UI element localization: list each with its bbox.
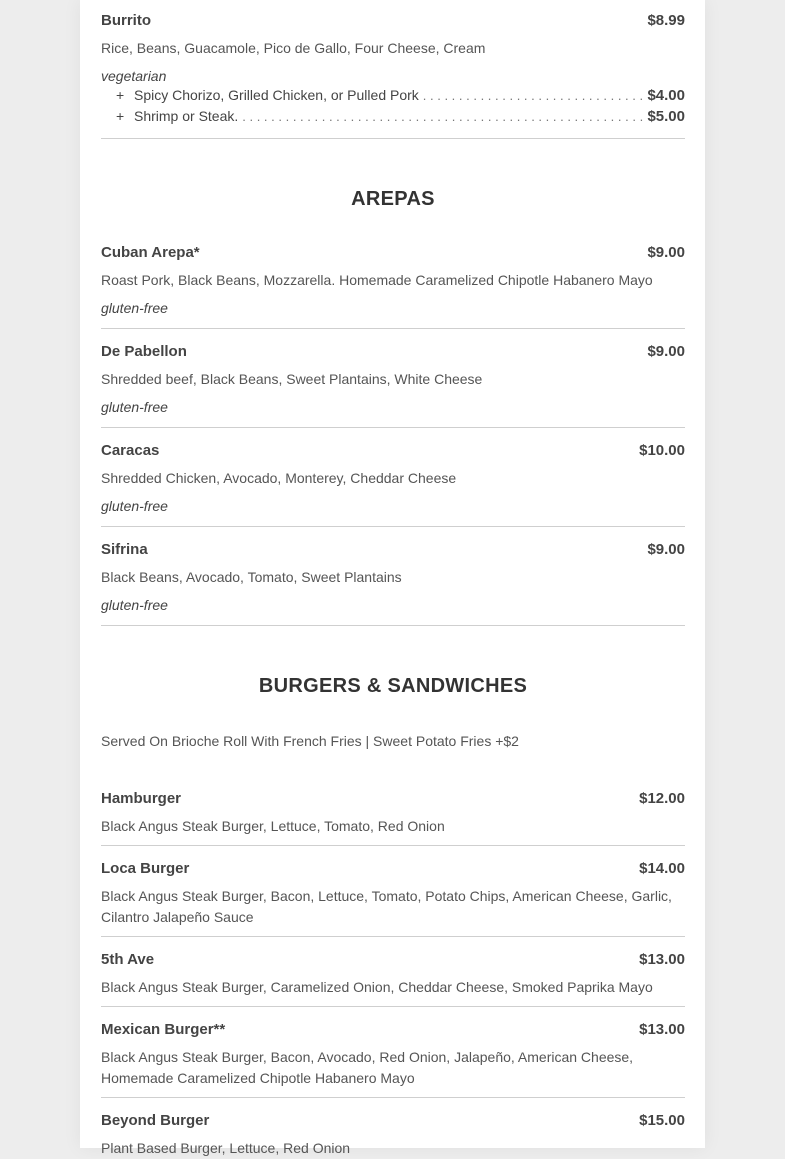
item-price: $9.00 bbox=[647, 541, 685, 558]
section-title-burgers: BURGERS & SANDWICHES bbox=[258, 675, 528, 697]
divider bbox=[101, 625, 685, 626]
divider bbox=[101, 328, 685, 329]
dot-leader bbox=[242, 106, 645, 127]
divider bbox=[101, 526, 685, 527]
addon-label: Shrimp or Steak. bbox=[134, 106, 242, 127]
item-price: $12.00 bbox=[639, 790, 685, 807]
addon-price: $5.00 bbox=[647, 108, 685, 125]
menu-item bbox=[101, 790, 685, 837]
item-description: Rice, Beans, Guacamole, Pico de Gallo, Four Cheese, Cream bbox=[101, 40, 486, 56]
item-name: 5th Ave bbox=[101, 951, 155, 968]
item-tag: gluten-free bbox=[101, 597, 168, 613]
item-name: Loca Burger bbox=[101, 860, 190, 877]
item-price: $13.00 bbox=[639, 951, 685, 968]
divider bbox=[101, 1097, 685, 1098]
item-price: $15.00 bbox=[639, 1112, 685, 1129]
item-name: Caracas bbox=[101, 442, 160, 459]
plus-icon: + bbox=[116, 108, 125, 124]
item-name: Beyond Burger bbox=[101, 1112, 210, 1129]
item-name: Mexican Burger** bbox=[101, 1021, 226, 1038]
dot-leader bbox=[423, 85, 646, 106]
item-name: De Pabellon bbox=[101, 343, 187, 360]
item-description: Roast Pork, Black Beans, Mozzarella. Homemade Caramelized Chipotle Habanero Mayo bbox=[101, 272, 653, 288]
item-name: Cuban Arepa* bbox=[101, 244, 200, 261]
menu-item bbox=[101, 244, 685, 317]
menu-item bbox=[101, 1021, 685, 1089]
item-price: $14.00 bbox=[639, 860, 685, 877]
item-name: Burrito bbox=[101, 12, 151, 29]
item-name: Sifrina bbox=[101, 541, 148, 558]
item-tag: gluten-free bbox=[101, 300, 168, 316]
item-description: Black Beans, Avocado, Tomato, Sweet Plantains bbox=[101, 569, 402, 585]
menu-item bbox=[101, 442, 685, 515]
menu-item bbox=[101, 1112, 685, 1159]
item-description: Black Angus Steak Burger, Bacon, Avocado, Red Onion, Jalapeño, American Cheese, Homemade Caramelized Chipotle Habanero Mayo bbox=[101, 1049, 634, 1086]
divider bbox=[101, 427, 685, 428]
item-price: $9.00 bbox=[647, 244, 685, 261]
menu-item bbox=[101, 951, 685, 998]
item-description: Plant Based Burger, Lettuce, Red Onion bbox=[101, 1140, 351, 1156]
item-description: Shredded beef, Black Beans, Sweet Plantains, White Cheese bbox=[101, 371, 483, 387]
divider bbox=[101, 1006, 685, 1007]
item-description: Black Angus Steak Burger, Lettuce, Tomato, Red Onion bbox=[101, 818, 445, 834]
item-tag: gluten-free bbox=[101, 399, 168, 415]
item-price: $10.00 bbox=[639, 442, 685, 459]
plus-icon: + bbox=[116, 87, 125, 103]
divider bbox=[101, 936, 685, 937]
menu-item bbox=[101, 541, 685, 614]
item-description: Shredded Chicken, Avocado, Monterey, Cheddar Cheese bbox=[101, 470, 457, 486]
item-price: $8.99 bbox=[647, 12, 685, 29]
item-price: $9.00 bbox=[647, 343, 685, 360]
item-description: Black Angus Steak Burger, Bacon, Lettuce, Tomato, Potato Chips, American Cheese, Garlic, Cilantro Jalapeño Sauce bbox=[101, 888, 672, 925]
item-tag: gluten-free bbox=[101, 498, 168, 514]
item-price: $13.00 bbox=[639, 1021, 685, 1038]
addon-list bbox=[101, 85, 685, 127]
section-note: Served On Brioche Roll With French Fries | Sweet Potato Fries +$2 bbox=[101, 733, 519, 749]
item-name: Hamburger bbox=[101, 790, 182, 807]
menu-item bbox=[101, 343, 685, 416]
divider bbox=[101, 138, 685, 139]
section-title-arepas: AREPAS bbox=[351, 188, 435, 210]
addon-row bbox=[101, 85, 685, 106]
menu-item bbox=[101, 860, 685, 928]
item-tag: vegetarian bbox=[101, 68, 167, 84]
menu-item-burrito bbox=[101, 12, 685, 127]
item-description: Black Angus Steak Burger, Caramelized Onion, Cheddar Cheese, Smoked Paprika Mayo bbox=[101, 979, 653, 995]
addon-price: $4.00 bbox=[647, 87, 685, 104]
addon-label: Spicy Chorizo, Grilled Chicken, or Pulled Pork bbox=[134, 85, 423, 106]
divider bbox=[101, 845, 685, 846]
addon-row bbox=[101, 106, 685, 127]
